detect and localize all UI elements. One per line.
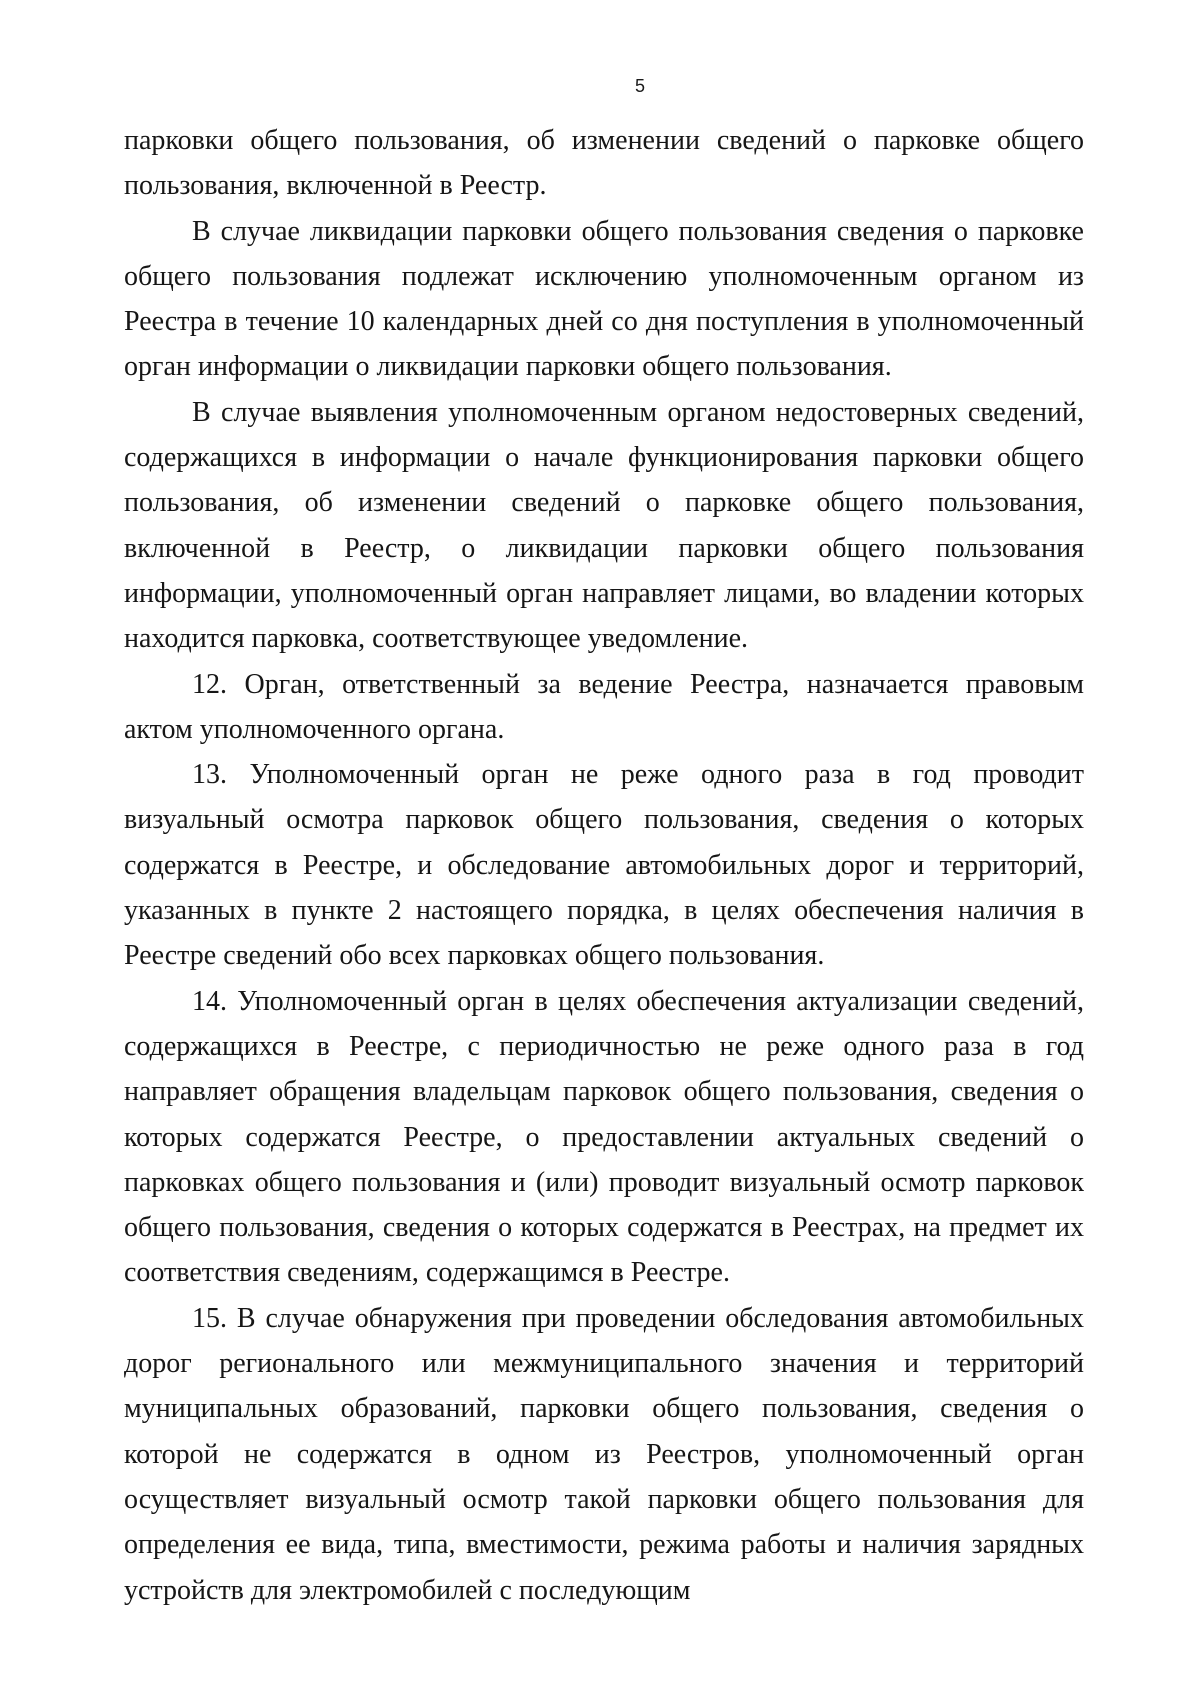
paragraph-item-14: 14. Уполномоченный орган в целях обеспечения актуализации сведений, содержащихся в Реестре, с периодичностью не реже одного раза в год направляет обращения владельцам парковок общего пользования, сведения о которых содержатся Реестре, о предоставлении актуальных сведений о парковках общего пользования и (или) проводит визуальный осмотр парковок общего пользования, сведения о которых содержатся в Реестрах, на предмет их соответствия сведениям, содержащимся в Реестре. <box>124 985 1084 1289</box>
paragraph-item-13: 13. Уполномоченный орган не реже одного раза в год проводит визуальный осмотра парковок общего пользования, сведения о которых содержатся в Реестре, и обследование автомобильных дорог и территорий, указанных в пункте 2 настоящего порядка, в целях обеспечения наличия в Реестре сведений обо всех парковках общего пользования. <box>124 759 1084 972</box>
paragraph-continuation: парковки общего пользования, об изменении сведений о парковке общего пользования, включенной в Реестр. <box>124 125 1084 202</box>
paragraph-item-15: 15. В случае обнаружения при проведении обследования автомобильных дорог регионального или межмуниципального значения и территорий муниципальных образований, парковки общего пользования, сведения о которой не содержатся в одном из Реестров, уполномоченный орган осуществляет визуальный осмотр такой парковки общего пользования для определения ее вида, типа, вместимости, режима работы и наличия зарядных устройств для электромобилей с последующим <box>124 1302 1084 1606</box>
paragraph-item-12: 12. Орган, ответственный за ведение Реестра, назначается правовым актом уполномоченного органа. <box>124 668 1084 745</box>
paragraph-unreliable-info: В случае выявления уполномоченным органом недостоверных сведений, содержащихся в информации о начале функционирования парковки общего пользования, об изменении сведений о парковке общего пользования, включенной в Реестр, о ликвидации парковки общего пользования информации, уполномоченный орган направляет лицами, во владении которых находится парковка, соответствующее уведомление. <box>124 396 1084 655</box>
paragraph-liquidation: В случае ликвидации парковки общего пользования сведения о парковке общего пользования подлежат исключению уполномоченным органом из Реестра в течение 10 календарных дней со дня поступления в уполномоченный орган информации о ликвидации парковки общего пользования. <box>124 215 1084 383</box>
document-body <box>124 118 1084 1613</box>
page-number: 5 <box>634 76 645 96</box>
